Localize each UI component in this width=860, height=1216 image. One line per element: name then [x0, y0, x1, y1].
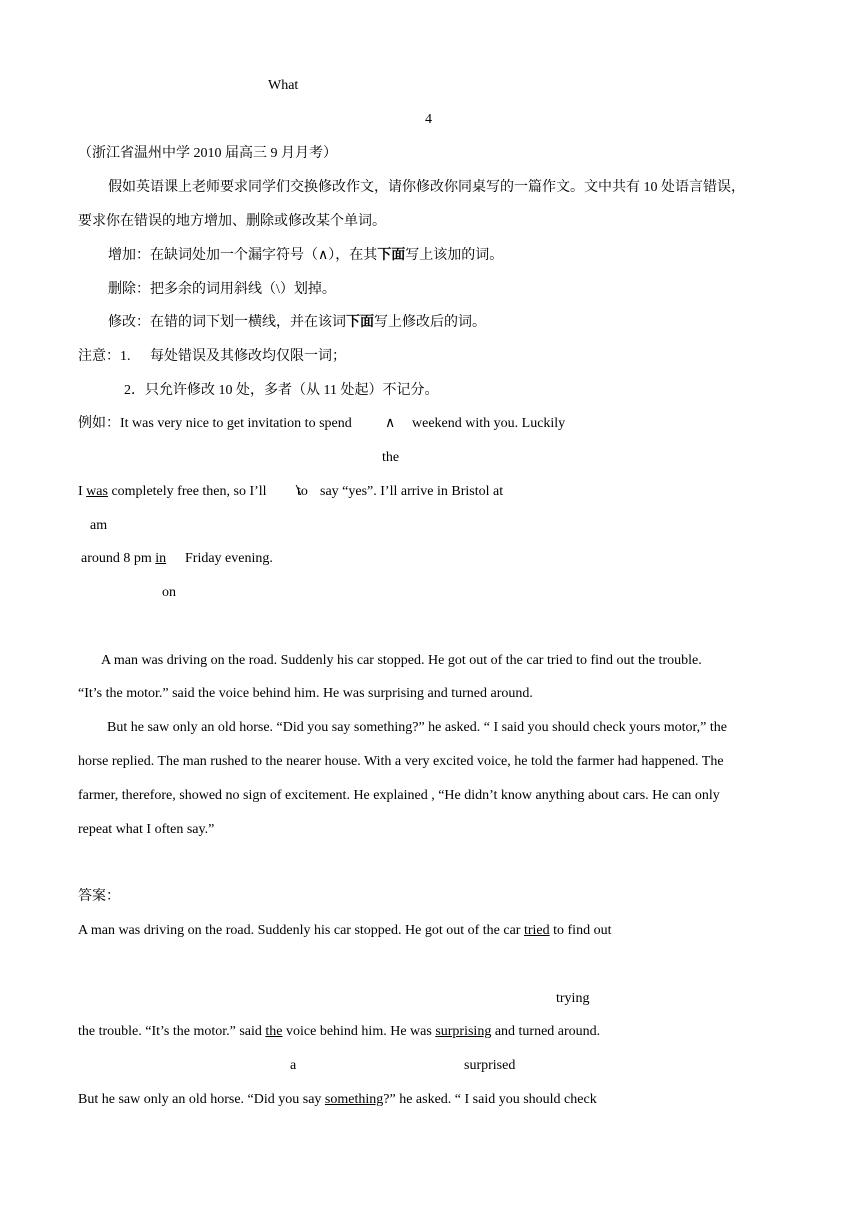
answer-line-2 — [78, 1023, 600, 1041]
instruction-add-emphasis: 下面 — [377, 248, 406, 263]
answer-correction-trying: trying — [556, 991, 590, 1006]
strikethrough-to: to — [297, 484, 308, 499]
example-text: completely free then, so I’ll — [107, 484, 267, 499]
intro-line-1: 假如英语课上老师要求同学们交换修改作文，请你修改你同桌写的一篇作文。文中共有 10 处语言错误， — [108, 180, 745, 195]
answer-text: the trouble. “It’s the motor.” said — [78, 1024, 266, 1039]
answer-error-something: something — [324, 1092, 384, 1107]
instruction-add-tail: 写上该加的词。 — [405, 248, 504, 263]
answer-text: ?” he asked. “ I said you should check — [383, 1092, 597, 1107]
answer-error-tried: tried — [523, 923, 550, 938]
passage-line: A man was driving on the road. Suddenly his car stopped. He got out of the car tried to find out the trouble. — [101, 653, 702, 668]
answer-correction-surprised: surprised — [464, 1058, 516, 1073]
answer-line-1 — [78, 922, 611, 940]
answer-error-surprising: surprising — [435, 1024, 492, 1039]
answer-text: voice behind him. He was — [282, 1024, 436, 1039]
answer-line-3 — [78, 1091, 597, 1109]
passage-line: horse replied. The man rushed to the nearer house. With a very excited voice, he told the farmer had happened. The — [78, 754, 724, 769]
passage-line: farmer, therefore, showed no sign of excitement. He explained , “He didn’t know anything about cars. He can only — [78, 788, 720, 803]
instruction-add — [108, 247, 503, 265]
answer-correction-a: a — [290, 1058, 297, 1073]
example-sentence-1-end: weekend with you. Luckily — [412, 416, 566, 431]
instruction-add-text: 增加：在缺词处加一个漏字符号（∧），在其 — [108, 248, 378, 263]
example-line-3-end: Friday evening. — [185, 551, 273, 566]
example-deleted-to — [297, 483, 308, 501]
note-1-label: 注意：1. — [78, 349, 131, 364]
example-correction-the: the — [382, 450, 400, 465]
answer-text: A man was driving on the road. Suddenly his car stopped. He got out of the car — [78, 923, 524, 938]
example-label: 例如： — [78, 416, 120, 431]
example-error-in: in — [155, 551, 167, 566]
instruction-modify — [108, 314, 486, 332]
answer-text: and turned around. — [491, 1024, 601, 1039]
instruction-modify-text: 修改：在错的词下划一横线，并在该词 — [108, 315, 346, 330]
example-error-was: was — [86, 484, 108, 499]
example-line-3 — [81, 550, 166, 568]
passage-line: But he saw only an old horse. “Did you say something?” he asked. “ I said you should check yours motor,” the — [107, 720, 727, 735]
example-sentence-1: It was very nice to get invitation to spend — [120, 416, 352, 431]
page-number: 4 — [425, 112, 432, 127]
passage-line: “It’s the motor.” said the voice behind him. He was surprising and turned around. — [78, 686, 533, 701]
answer-text: But he saw only an old horse. “Did you say — [78, 1092, 325, 1107]
passage-line: repeat what I often say.” — [78, 822, 215, 837]
answer-text: to find out — [549, 923, 612, 938]
example-correction-am: am — [90, 518, 108, 533]
instruction-modify-tail: 写上修改后的词。 — [374, 315, 486, 330]
note-2: 2．只允许修改 10 处，多者（从 11 处起）不记分。 — [124, 383, 439, 398]
example-line-2 — [78, 483, 267, 501]
instruction-delete: 删除：把多余的词用斜线（\）划掉。 — [108, 282, 336, 297]
note-1-text: 每处错误及其修改均仅限一词； — [150, 349, 346, 364]
header-title: What — [268, 78, 299, 93]
answer-error-the: the — [265, 1024, 283, 1039]
answer-label: 答案： — [78, 889, 120, 904]
instruction-modify-emphasis: 下面 — [346, 315, 374, 330]
insert-caret: ∧ — [385, 416, 396, 431]
example-text: around 8 pm — [81, 551, 156, 566]
intro-line-2: 要求你在错误的地方增加、删除或修改某个单词。 — [78, 214, 386, 229]
example-correction-on: on — [162, 585, 176, 600]
example-text: I — [78, 484, 87, 499]
source-note: （浙江省温州中学 2010 届高三 9 月月考） — [78, 146, 337, 161]
example-line-1 — [78, 415, 352, 433]
example-line-2-end: say “yes”. I’ll arrive in Bristol at — [320, 484, 504, 499]
